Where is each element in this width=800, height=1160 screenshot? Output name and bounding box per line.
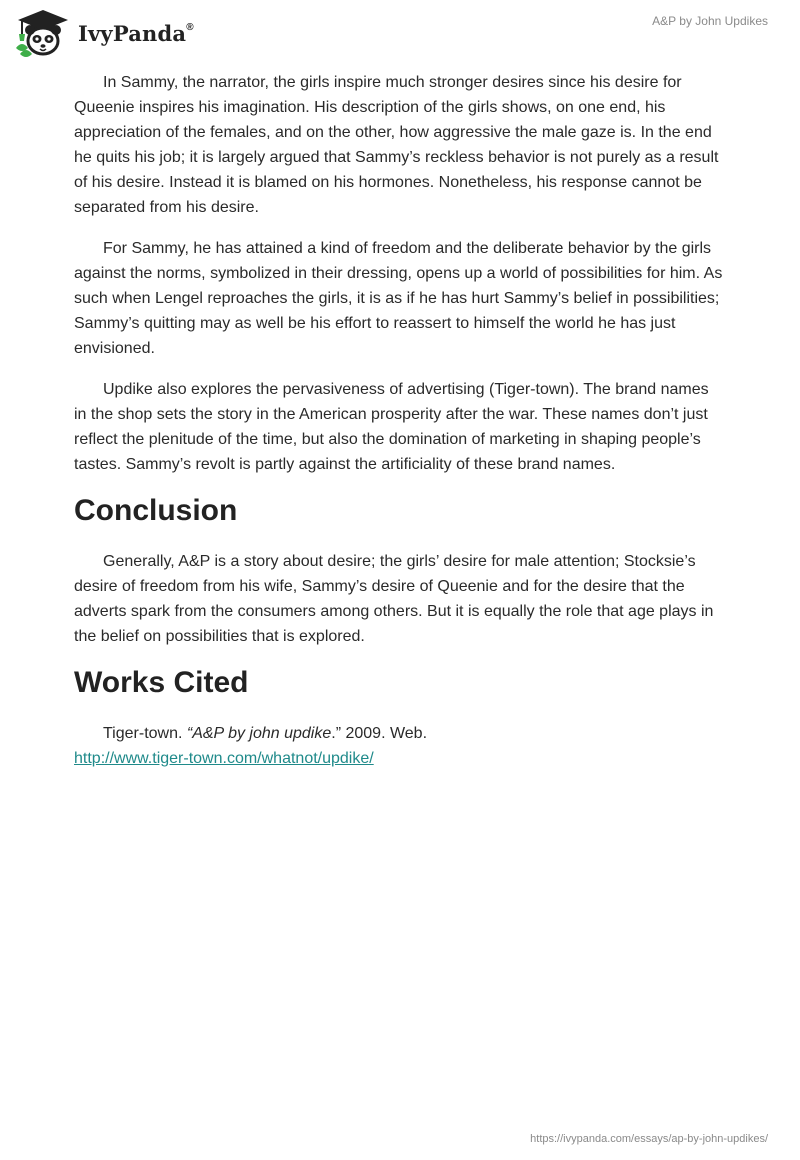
citation-entry (74, 721, 724, 746)
works-cited-heading: Works Cited (74, 666, 249, 699)
panda-graduation-cap-icon (14, 8, 72, 58)
registered-mark: ® (186, 21, 194, 33)
citation-details: .” 2009. Web. (331, 725, 428, 742)
citation-link[interactable]: http://www.tiger-town.com/whatnot/updike/ (74, 750, 374, 767)
brand-logo[interactable] (14, 8, 194, 58)
brand-name: IvyPanda® (78, 20, 194, 46)
page-header (0, 0, 800, 70)
citation-title: “A&P by john updike (186, 725, 332, 742)
paragraph: Updike also explores the pervasiveness of advertising (Tiger-town). The brand names in the shop sets the story in the American prosperity after the war. These names don’t just reflect the plenitude of the time, but also the domination of marketing in shaping people’s tastes. Sammy’s revolt is partly against the artificiality of these brand names. (74, 381, 709, 473)
citation-author: Tiger-town. (103, 725, 187, 742)
conclusion-paragraph: Generally, A&P is a story about desire; the girls’ desire for male attention; Stocksie’s desire of freedom from his wife, Sammy’s desire of Queenie and for the desire that the adverts spark from the consumers among others. But it is equally the role that age plays in the belief on possibilities that is explored. (74, 553, 714, 645)
paragraph: In Sammy, the narrator, the girls inspire much stronger desires since his desire for Queenie inspires his imagination. His description of the girls shows, on one end, his appreciation of the females, and on the other, how aggressive the male gaze is. In the end he quits his job; it is largely argued that Sammy’s reckless behavior is not purely as a result of his desire. Instead it is blamed on his hormones. Nonetheless, his response cannot be separated from his desire. (74, 74, 719, 216)
essay-content (74, 70, 724, 771)
conclusion-heading: Conclusion (74, 494, 238, 527)
citation-link-line (74, 746, 724, 771)
page-title: A&P by John Updikes (652, 14, 768, 28)
paragraph: For Sammy, he has attained a kind of freedom and the deliberate behavior by the girls against the norms, symbolized in their dressing, opens up a world of possibilities for him. As such when Lengel reproaches the girls, it is as if he has hurt Sammy’s belief in possibilities; Sammy’s quitting may as well be his effort to reassert to himself the world he has just envisioned. (74, 240, 723, 357)
footer-url: https://ivypanda.com/essays/ap-by-john-updikes/ (530, 1133, 768, 1145)
